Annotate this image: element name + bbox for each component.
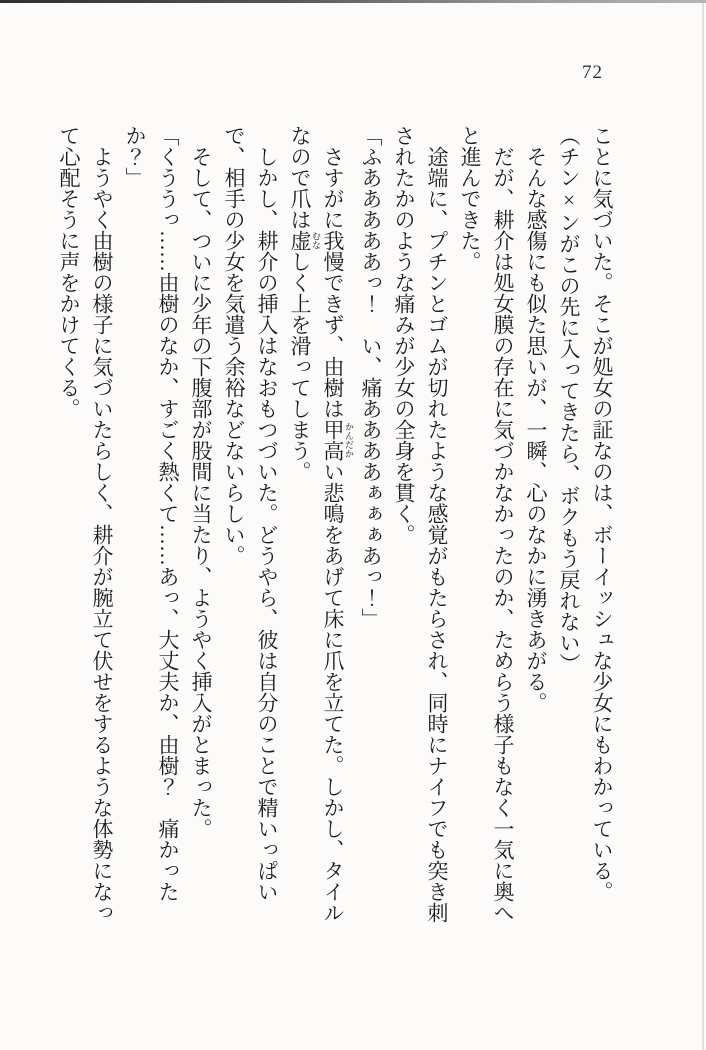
paragraph: 「くううっ……由樹のなか、すごく熱くて……あっ、大丈夫か、由樹？ 痛かったか？」 bbox=[123, 125, 180, 902]
furigana: かんだか bbox=[344, 419, 354, 461]
scan-top-edge bbox=[0, 0, 706, 3]
paragraph: そんな感傷にも似た思いが、一瞬、心のなかに湧きあがる。 bbox=[524, 125, 548, 713]
ruby-annotated-word: 虚 むな bbox=[288, 230, 321, 251]
ruby-annotated-word: 甲高 かんだか bbox=[321, 419, 354, 461]
paragraph: だが、耕介は処女膜の存在に気づかなかったのか、ためらう様子もなく一気に奥へと進んできた。 bbox=[458, 125, 515, 923]
paragraph: しかし、耕介の挿入はなおもつづいた。どうやら、彼は自分のことで精いっぱいで、相手の少女を気遣う余裕などないらしい。 bbox=[222, 125, 279, 902]
paragraph: 途端に、プチンとゴムが切れたような感覚がもたらされ、同時にナイフでも突き刺されたかのような痛みが少女の全身を貫く。 bbox=[392, 125, 449, 923]
paragraph: 「ふあああああっ！ い、痛ああああぁぁぁあっ！」 bbox=[359, 125, 383, 629]
furigana: むな bbox=[311, 230, 321, 251]
page-text bbox=[56, 125, 618, 925]
page-right-edge-line bbox=[702, 3, 704, 1050]
paragraph: ようやく由樹の様子に気づいたらしく、耕介が腕立て伏せをするような体勢になって心配そうに声をかけてくる。 bbox=[57, 125, 114, 923]
paragraph: さすがに我慢できず、由樹は甲高 かんだかい悲鳴をあげて床に爪を立てた。しかし、タイルなので爪は虚 むなしく上を滑ってしまう。 bbox=[288, 125, 354, 923]
paragraph: （チン×ンがこの先に入ってきたら、ボクもう戻れない） bbox=[557, 125, 581, 674]
page-number: 72 bbox=[582, 62, 603, 83]
paragraph: ことに気づいた。そこが処女の証なのは、ボーイッシュな少女にもわかっている。 bbox=[590, 125, 614, 902]
paragraph: そして、ついに少年の下腹部が股間に当たり、ようやく挿入がとまった。 bbox=[189, 125, 213, 839]
